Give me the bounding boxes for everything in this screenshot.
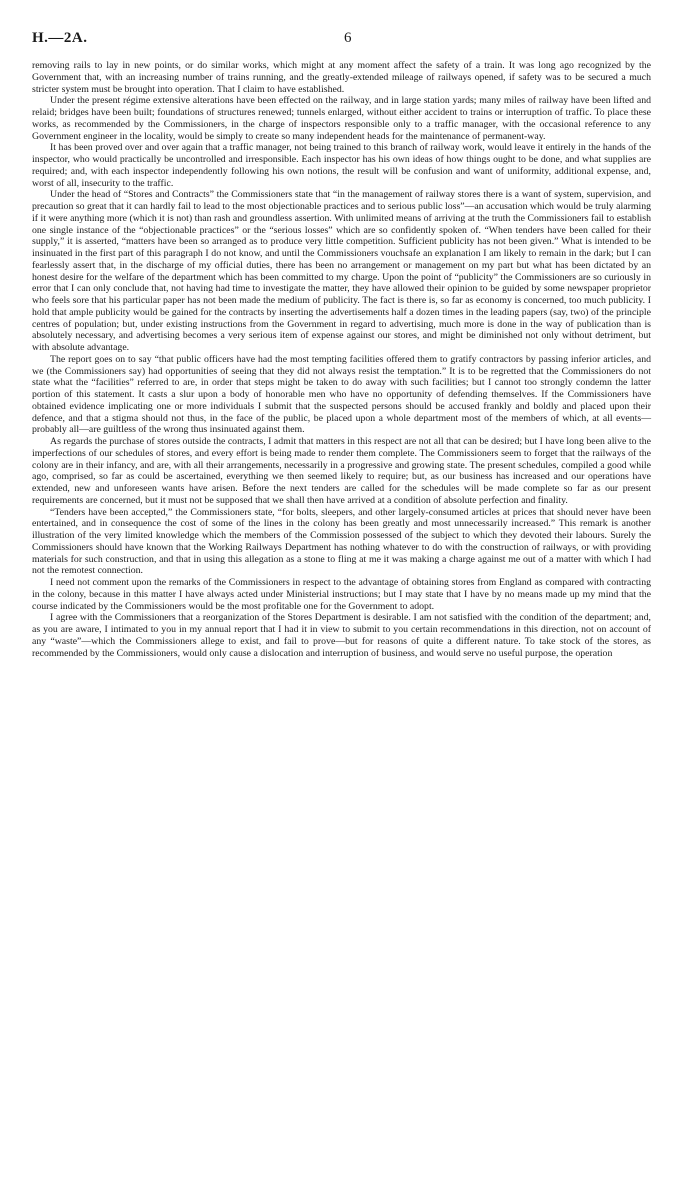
paragraph-1: removing rails to lay in new points, or do similar works, which might at any moment affect the safety of a train. It was long ago recognized by the Government that, with an increasing number of trains running, and the greatly-extended mileage of railways opened, if safety was to be secured a much stricter system must be brought into operation. That I claim to have established. (32, 60, 651, 95)
paragraph-5: The report goes on to say “that public officers have had the most tempting facilities offered them to gratify contractors by passing inferior articles, and we (the Commissioners say) had opportunities of seeing that they did not always resist the temptation.” It is to be regretted that the Commissioners do not state what the “facilities” referred to are, in order that steps might be taken to do away with such facilities; but I cannot too strongly condemn the latter portion of this statement. It casts a slur upon a body of honorable men who have no opportunity of defending themselves. If the Commissioners have obtained evidence implicating one or more individuals I submit that the suspected persons should be accused frankly and boldly and placed upon their defence, and that a stigma should not thus, in the face of the public, be placed upon a whole department most of the members of which, at all events—probably all—are guiltless of the wrong thus insinuated against them. (32, 353, 651, 436)
paragraph-4: Under the head of “Stores and Contracts” the Commissioners state that “in the management of railway stores there is a want of system, supervision, and precaution so great that it can hardly fail to lead to the most objectionable practices and to serious public loss”—an accusation which would be truly alarming if it were anything more (which it is not) than rash and groundless assertion. With unlimited means of arriving at the truth the Commissioners fail to establish one single instance of the “objectionable practices” or the “serious losses” which are so confidently spoken of. “When tenders have been called for their supply,” it is asserted, “matters have been so arranged as to produce very little competition. Sufficient publicity has not been given.” What is intended to be insinuated in the first part of this paragraph I do not know, and until the Commissioners vouchsafe an explanation I am likely to remain in the dark; but I can fearlessly assert that, in the discharge of my official duties, there has been no arrangement or management on my part but what has been dictated by an honest desire for the welfare of the department which has been committed to my charge. Upon the point of “publicity” the Commissioners are so curiously in error that I can only conclude that, not having had time to investigate the matter, they have allowed their opinion to be guided by some newspaper proprietor who feels sore that his particular paper has not been made the medium of publicity. The fact is there is, so far as economy is concerned, too much publicity. I hold that ample publicity would be gained for the contracts by inserting the advertisements half a dozen times in the leading papers (say, two) of the principle centres of population; but, under existing instructions from the Government in regard to advertising, much more is done in the way of publication than is absolutely necessary, and advertising becomes a very serious item of expense against our stores, and might be diminished not only without detriment, but with absolute advantage. (32, 189, 651, 353)
paragraph-3: It has been proved over and over again that a traffic manager, not being trained to this branch of railway work, would leave it entirely in the hands of the inspector, who would practically be uncontrolled and irresponsible. Each inspector has his own ideas of how things ought to be done, and what supplies are required; and, with each inspector independently following his own notions, the result will be confusion and want of uniformity, additional expense, and, worst of all, insecurity to the traffic. (32, 142, 651, 189)
paragraph-8: I need not comment upon the remarks of the Commissioners in respect to the advantage of obtaining stores from England as compared with contracting in the colony, because in this matter I have always acted under Ministerial instructions; but I may state that I have by no means made up my mind that the course indicated by the Commissioners would be the most profitable one for the Government to adopt. (32, 577, 651, 612)
document-reference: H.—2A. (32, 30, 88, 46)
paragraph-2: Under the present régime extensive alterations have been effected on the railway, and in large station yards; many miles of railway have been lifted and relaid; bridges have been built; foundations of structures renewed; tunnels enlarged, without either accident to trains or interruption of traffic. To place these works, as recommended by the Commissioners, in the charge of inspectors responsible only to a traffic manager, with the occasional reference to any Government engineer in the locality, would be simply to create so many independent heads for the maintenance of permanent-way. (32, 95, 651, 142)
paragraph-9: I agree with the Commissioners that a reorganization of the Stores Department is desirable. I am not satisfied with the condition of the department; and, as you are aware, I intimated to you in my annual report that I had it in view to submit to you certain recommendations in this direction, not on account of any “waste”—which the Commissioners allege to exist, and fail to prove—but for reasons of quite a different nature. To take stock of the stores, as recommended by the Commissioners, would only cause a dislocation and interruption of business, and would serve no useful purpose, the operation (32, 612, 651, 659)
page-number: 6 (344, 30, 352, 46)
paragraph-7: “Tenders have been accepted,” the Commissioners state, “for bolts, sleepers, and other largely-consumed articles at prices that should never have been entertained, and in consequence the cost of some of the lines in the colony has been greatly and most unnecessarily increased.” This remark is another illustration of the very limited knowledge which the members of the Commission possessed of the subject to which they devoted their labours. Surely the Commissioners should have known that the Working Railways Department has nothing whatever to do with the construction of railways, or with providing materials for such construction, and that in using this allegation as a stone to fling at me it was making a charge against me out of a matter with which I had not the remotest connection. (32, 506, 651, 577)
body-text (32, 60, 651, 659)
page-header (32, 30, 650, 50)
paragraph-6: As regards the purchase of stores outside the contracts, I admit that matters in this respect are not all that can be desired; but I have long been alive to the imperfections of our schedules of stores, and every effort is being made to render them complete. The Commissioners seem to forget that the railways of the colony are in their infancy, and are, with all their arrangements, necessarily in a progressive and growing state. The present schedules, compiled a good while ago, comprised, so far as could be ascertained, everything we then seemed likely to require; but, as our business has increased and our operations have extended, new and unforeseen wants have arisen. Before the next tenders are called for the schedules will be made complete so far as our present requirements are concerned, but it must not be supposed that we shall then have arrived at a condition of absolute perfection and finality. (32, 436, 651, 506)
